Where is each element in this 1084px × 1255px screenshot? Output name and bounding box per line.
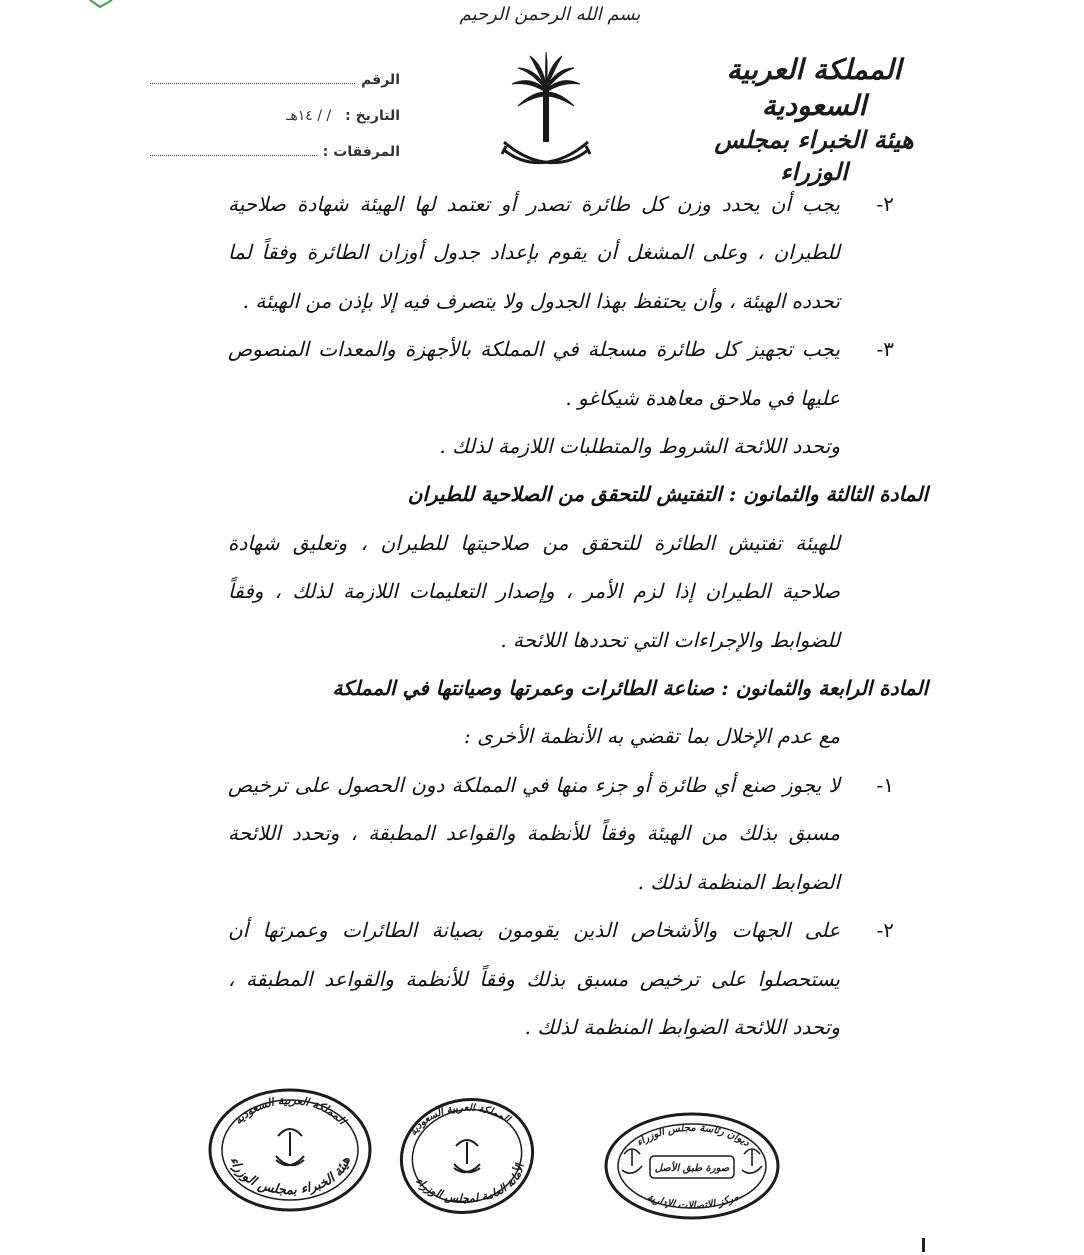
clause-3-note: وتحدد اللائحة الشروط والمتطلبات اللازمة لذلك .	[439, 434, 840, 459]
clause-number: ١-	[876, 772, 894, 797]
org-line-1: المملكة العربية السعودية	[726, 53, 902, 122]
stamp-3-top-text: ديوان رئاسة مجلس الوزراء	[634, 1122, 752, 1149]
page-edge-mark	[922, 1238, 925, 1252]
svg-text:ديوان رئاسة مجلس الوزراء	[635, 1123, 752, 1149]
organization-header	[694, 52, 934, 188]
reference-block	[150, 52, 400, 160]
article-83-title: المادة الثالثة والثمانون : التفتيش للتحقق من الصلاحية للطيران	[407, 482, 928, 507]
attachments-line	[150, 154, 317, 156]
document-body	[228, 180, 928, 1051]
clause-3	[228, 325, 894, 422]
basmala-calligraphy: بسم الله الرحمن الرحيم	[459, 4, 641, 25]
date-label: التاريخ :	[345, 108, 400, 124]
clause-text: يجب تجهيز كل طائرة مسجلة في المملكة بالأجهزة والمعدات المنصوص عليها في ملاحق معاهدة شيكاغو .	[228, 337, 840, 410]
svg-text:هيئة الخبراء بمجلس الوزراء	[226, 1155, 353, 1198]
saudi-emblem-icon	[496, 50, 596, 176]
stamp-2-emblem-icon	[454, 1140, 480, 1172]
clause-number: ٣-	[876, 337, 894, 362]
attachments-label: المرفقات :	[322, 144, 400, 160]
article-83-text: للهيئة تفتيش الطائرة للتحقق من صلاحيتها للطيران ، وتعليق شهادة صلاحية الطيران إذا لزم الأمر ، وإصدار التعليمات اللازمة لذلك ، وفقاً للضوابط والإجراءات التي تحددها اللائحة .	[228, 530, 840, 652]
stamp-2	[391, 1088, 543, 1220]
stamp-1-emblem-icon	[276, 1129, 304, 1165]
stamp-2-bottom-text: الأمانة العامة لمجلس الوزراء	[412, 1163, 527, 1206]
svg-text:الأمانة العامة لمجلس الوزراء	[413, 1161, 527, 1205]
stamp-2-top-text: المملكة العربية السعودية	[407, 1102, 512, 1138]
green-corner-mark	[88, 0, 114, 8]
stamp-1-bottom-text: هيئة الخبراء بمجلس الوزراء	[226, 1155, 354, 1199]
org-line-2: هيئة الخبراء بمجلس الوزراء	[714, 125, 914, 186]
clause-2	[228, 180, 894, 325]
stamp-1	[210, 1090, 370, 1210]
stamp-1-top-text: المملكة العربية السعودية	[231, 1093, 349, 1127]
article-84-clause-2	[228, 906, 894, 1051]
reference-number-row	[150, 52, 400, 88]
clause-text: لا يجوز صنع أي طائرة أو جزء منها في المملكة دون الحصول على ترخيص مسبق بذلك من الهيئة وفقاً للأنظمة والقواعد المطبقة ، وتحدد اللائحة الضوابط المنظمة لذلك .	[228, 772, 840, 894]
article-84-title: المادة الرابعة والثمانون : صناعة الطائرات وعمرتها وصيانتها في المملكة	[332, 676, 928, 701]
reference-line	[150, 82, 355, 84]
date-row	[150, 88, 400, 124]
clause-text: يجب أن يحدد وزن كل طائرة تصدر أو تعتمد لها الهيئة شهادة صلاحية للطيران ، وعلى المشغل أن يقوم بإعداد جدول أوزان الطائرة وفقاً لما تحدده الهيئة ، وأن يحتفظ بهذا الجدول ولا يتصرف فيه إلا بإذن من الهيئة .	[228, 192, 840, 313]
stamp-3-emblem-right-icon	[742, 1149, 762, 1173]
date-value: / / ١٤هـ	[286, 108, 332, 124]
stamp-3-emblem-left-icon	[622, 1149, 642, 1173]
stamp-3	[606, 1114, 778, 1218]
clause-number: ٢-	[876, 918, 894, 943]
clause-number: ٢-	[876, 192, 894, 216]
article-84-intro: مع عدم الإخلال بما تقضي به الأنظمة الأخرى :	[463, 724, 840, 749]
attachments-row	[150, 124, 400, 160]
clause-text: على الجهات والأشخاص الذين يقومون بصيانة الطائرات وعمرتها أن يستحصلوا على ترخيص مسبق بذلك وفقاً للأنظمة والقواعد المطبقة ، وتحدد اللائحة الضوابط المنظمة لذلك .	[228, 918, 840, 1039]
svg-text:مركز الاتصالات الإدارية	[645, 1192, 741, 1212]
stamp-3-bottom-text: مركز الاتصالات الإدارية	[645, 1191, 741, 1212]
svg-text:المملكة العربية السعودية	[408, 1103, 514, 1138]
official-stamps	[0, 1080, 1084, 1220]
stamp-3-middle-text: صورة طبق الأصل	[654, 1163, 730, 1174]
reference-label: الرقم	[361, 72, 400, 88]
article-84-clause-1	[228, 761, 894, 906]
